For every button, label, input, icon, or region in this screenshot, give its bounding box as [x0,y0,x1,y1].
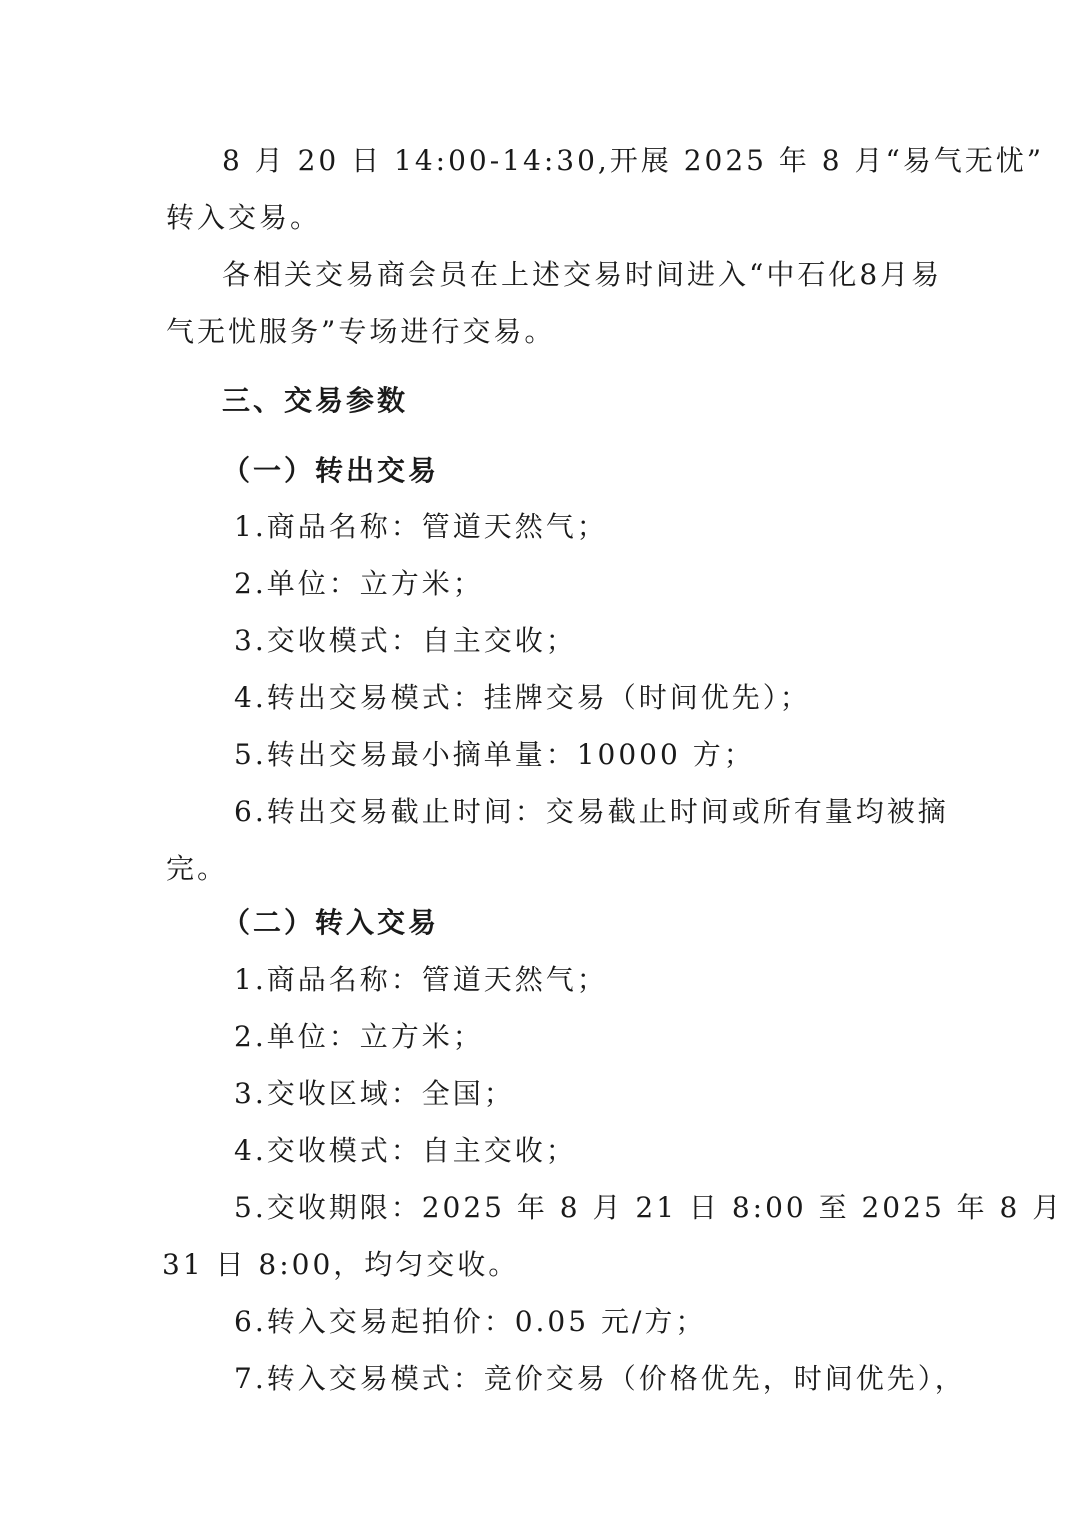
transfer-in-heading: （二）转入交易 [222,906,440,939]
transfer-in-item-7: 7.转入交易模式：竞价交易（价格优先，时间优先）， [234,1362,966,1395]
transfer-out-item-4: 4.转出交易模式：挂牌交易（时间优先）； [234,681,811,714]
intro-paragraph-2-line-2: 气无忧服务”专场进行交易。 [166,315,556,348]
transfer-in-item-1: 1.商品名称：管道天然气； [234,963,608,996]
transfer-out-item-3: 3.交收模式：自主交收； [234,624,577,657]
transfer-out-item-5: 5.转出交易最小摘单量：10000 方； [234,738,755,771]
transfer-in-item-3: 3.交收区域：全国； [234,1077,515,1110]
transfer-out-item-6: 6.转出交易截止时间：交易截止时间或所有量均被摘 [234,795,949,828]
transfer-in-item-2: 2.单位：立方米； [234,1020,484,1053]
transfer-out-item-1: 1.商品名称：管道天然气； [234,510,608,543]
transfer-out-item-6-continuation: 完。 [166,852,229,885]
intro-paragraph-1-line-2: 转入交易。 [166,201,322,234]
section-3-heading: 三、交易参数 [222,384,409,417]
transfer-in-item-4: 4.交收模式：自主交收； [234,1134,577,1167]
transfer-in-item-5: 5.交收期限：2025 年 8 月 21 日 8:00 至 2025 年 8 月 [234,1191,1064,1224]
transfer-in-item-6: 6.转入交易起拍价：0.05 元/方； [234,1305,707,1338]
intro-paragraph-1-line-1: 8 月 20 日 14:00-14:30,开展 2025 年 8 月“易气无忧” [222,144,1045,177]
transfer-in-item-5-continuation: 31 日 8:00，均匀交收。 [162,1248,520,1281]
transfer-out-item-2: 2.单位：立方米； [234,567,484,600]
transfer-out-heading: （一）转出交易 [222,454,440,487]
intro-paragraph-2-line-1: 各相关交易商会员在上述交易时间进入“中石化8月易 [222,258,943,291]
